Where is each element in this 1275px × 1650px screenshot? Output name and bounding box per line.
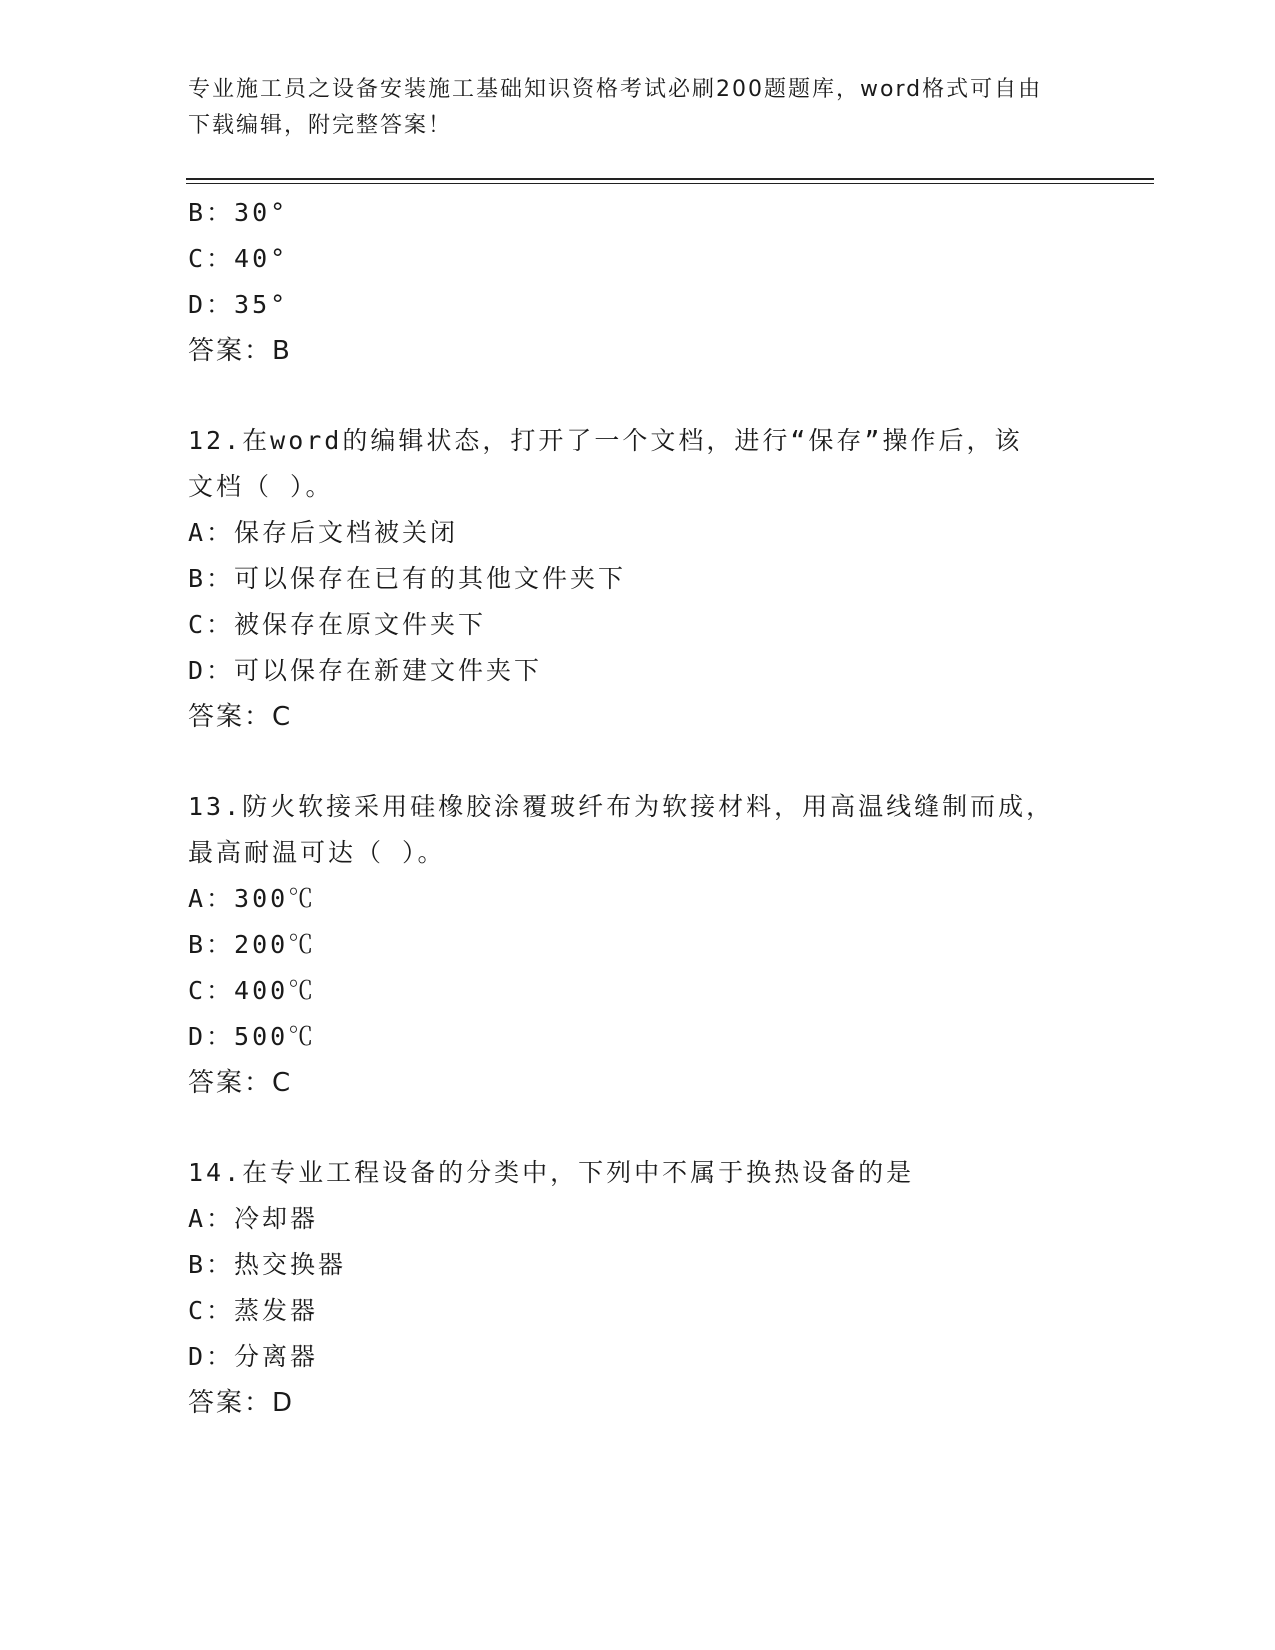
previous-question-tail <box>188 190 1088 374</box>
header-divider-thin <box>186 183 1154 184</box>
option-d: D：35° <box>188 290 289 319</box>
document-header <box>188 72 1068 144</box>
option-d: D：分离器 <box>188 1342 319 1371</box>
option-b: B：30° <box>188 198 289 227</box>
question-14 <box>188 1150 1088 1426</box>
option-a: A：保存后文档被关闭 <box>188 518 459 547</box>
header-title-line-1: 专业施工员之设备安装施工基础知识资格考试必刷200题题库，word格式可自由 <box>188 77 1043 102</box>
question-text-line-1: 14.在专业工程设备的分类中，下列中不属于换热设备的是 <box>188 1158 915 1187</box>
option-d: D：500℃ <box>188 1022 317 1051</box>
question-text-line-2: 最高耐温可达（ ）。 <box>188 838 446 867</box>
option-c: C：40° <box>188 244 289 273</box>
header-divider <box>186 178 1154 180</box>
question-13 <box>188 784 1088 1106</box>
option-b: B：热交换器 <box>188 1250 347 1279</box>
question-text-line-2: 文档（ ）。 <box>188 472 334 501</box>
answer: 答案：C <box>188 1068 293 1098</box>
option-b: B：可以保存在已有的其他文件夹下 <box>188 564 627 593</box>
header-title-line-2: 下载编辑，附完整答案！ <box>188 113 453 138</box>
question-text-line-1: 13.防火软接采用硅橡胶涂覆玻纤布为软接材料，用高温线缝制而成， <box>188 792 1055 821</box>
option-c: C：400℃ <box>188 976 317 1005</box>
document-body <box>188 190 1088 1426</box>
question-text-line-1: 12.在word的编辑状态，打开了一个文档，进行“保存”操作后，该 <box>188 426 1023 455</box>
option-a: A：冷却器 <box>188 1204 319 1233</box>
answer: 答案：C <box>188 702 293 732</box>
answer: 答案：B <box>188 336 292 366</box>
answer: 答案：D <box>188 1388 295 1418</box>
option-b: B：200℃ <box>188 930 317 959</box>
option-c: C：蒸发器 <box>188 1296 319 1325</box>
question-12 <box>188 418 1088 740</box>
option-d: D：可以保存在新建文件夹下 <box>188 656 543 685</box>
option-a: A：300℃ <box>188 884 317 913</box>
option-c: C：被保存在原文件夹下 <box>188 610 487 639</box>
